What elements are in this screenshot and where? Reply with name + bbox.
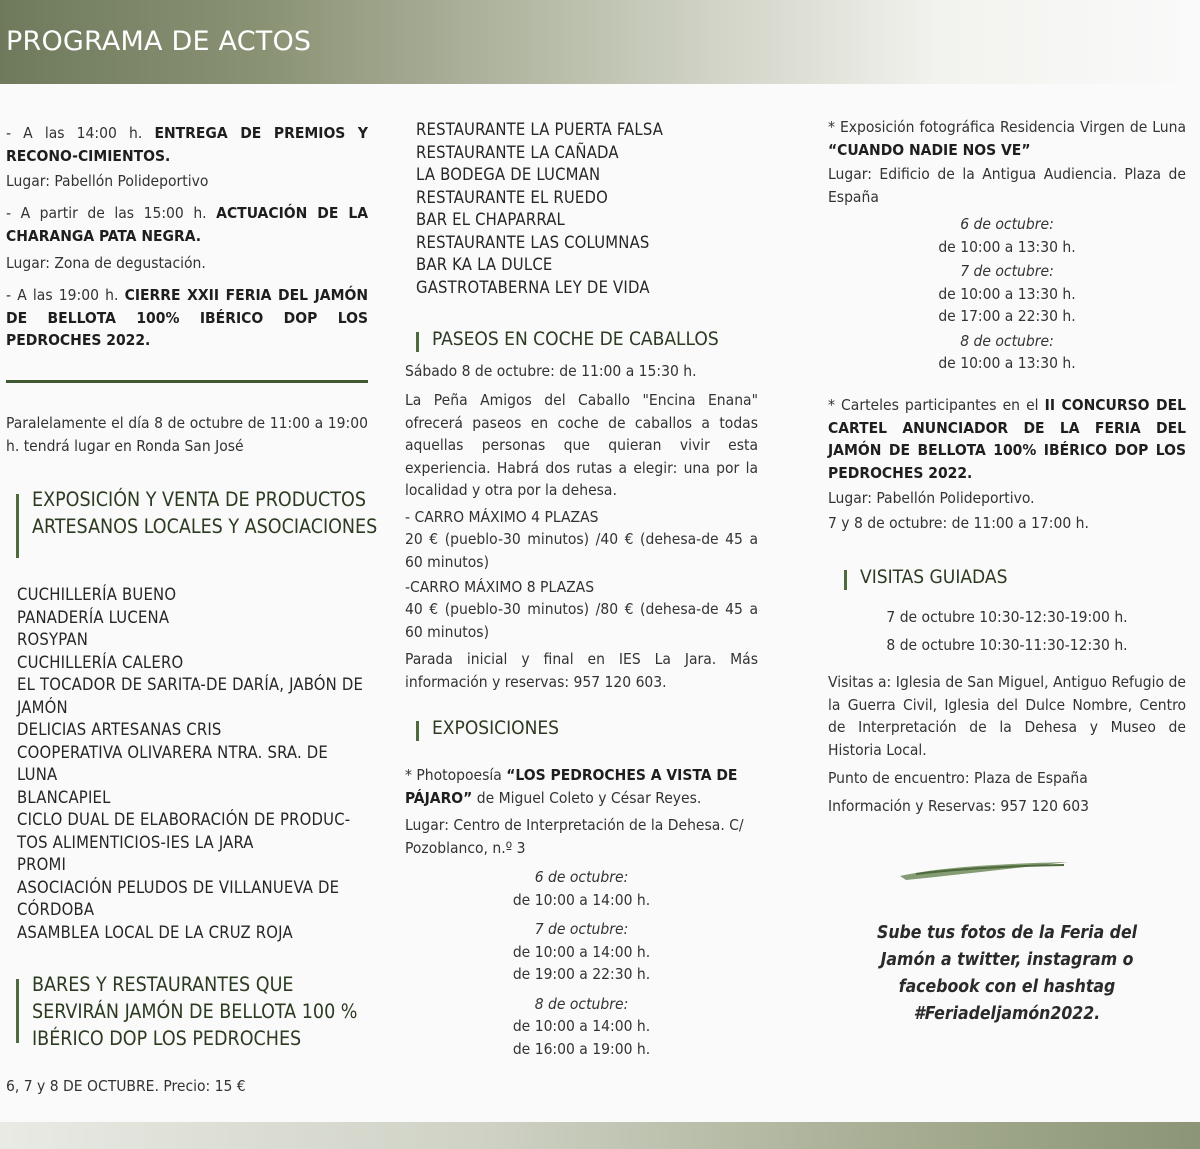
visitas-day8: 8 de octubre 10:30-11:30-12:30 h. xyxy=(886,636,1128,654)
paseos-description: La Peña Amigos del Caballo "Encina Enana" ofrecerá paseos en coche de caballos a todas aquellas personas que quieran vivir esta experiencia. Habrá dos rutas a elegir: una por la localidad y otra por la dehesa. xyxy=(405,391,758,499)
photopoesia xyxy=(405,764,758,809)
event-charanga xyxy=(6,202,368,247)
hours: de 17:00 a 22:30 h. xyxy=(938,307,1076,325)
exposiciones-heading: EXPOSICIONES xyxy=(416,715,772,742)
restaurante-item: RESTAURANTE EL RUEDO xyxy=(416,187,609,207)
carteles xyxy=(828,394,1186,484)
hours: de 10:00 a 14:00 h. xyxy=(512,1017,651,1035)
bares-dates: 6, 7 y 8 DE OCTUBRE. Precio: 15 € xyxy=(6,1077,246,1095)
artesano-item: ASAMBLEA LOCAL DE LA CRUZ ROJA xyxy=(17,922,293,942)
visitas-meeting-point: Punto de encuentro: Plaza de España xyxy=(828,769,1088,787)
artesano-item: CUCHILLERÍA BUENO xyxy=(17,585,177,604)
foto-expo xyxy=(828,116,1186,161)
event-time: - A las 14:00 h. xyxy=(6,124,155,142)
section-divider xyxy=(6,380,368,383)
event-time: - A las 19:00 h. xyxy=(6,286,125,304)
event-title: CIERRE XXII FERIA DEL JAMÓN DE BELLOTA 100% IBÉRICO DOP LOS PEDROCHES 2022. xyxy=(6,286,368,349)
brush-stroke-decoration xyxy=(896,856,1072,884)
date-label: 6 de octubre: xyxy=(534,868,629,886)
visitas-info: Información y Reservas: 957 120 603 xyxy=(828,797,1090,815)
carro4: - CARRO MÁXIMO 4 PLAZAS xyxy=(405,508,599,526)
visitas-description: Visitas a: Iglesia de San Miguel, Antiguo Refugio de la Guerra Civil, Iglesia del Dulce Nombre, Centro de Interpretación de la Dehesa y Museo de Historia Local. xyxy=(828,673,1186,759)
date-label: 7 de octubre: xyxy=(534,920,629,938)
paseos-parada: Parada inicial y final en IES La Jara. Más información y reservas: 957 120 603. xyxy=(405,650,758,691)
artesanos-list xyxy=(17,584,369,944)
event-time: - A partir de las 15:00 h. xyxy=(6,204,217,222)
artesano-item: CUCHILLERÍA CALERO xyxy=(17,652,184,672)
schedule-col3 xyxy=(828,213,1186,375)
date-label: 7 de octubre: xyxy=(960,262,1054,280)
event-title: ENTREGA DE PREMIOS Y RECONO-CIMIENTOS. xyxy=(6,124,369,165)
event-awards xyxy=(6,122,368,167)
bares-heading: BARES Y RESTAURANTES QUE SERVIRÁN JAMÓN DE BELLOTA 100 % IBÉRICO DOP LOS PEDROCHES xyxy=(16,971,384,1052)
artesano-item: ROSYPAN xyxy=(17,630,89,649)
event-place: Lugar: Zona de degustación. xyxy=(6,254,206,272)
carro8: -CARRO MÁXIMO 8 PLAZAS xyxy=(405,578,595,596)
promo-line: Jamón a twitter, instagram o xyxy=(880,950,1134,970)
photopoesia-authors: de Miguel Coleto y César Reyes. xyxy=(472,788,702,807)
carteles-label: * Carteles participantes en el xyxy=(828,396,1045,414)
foto-expo-place: Lugar: Edificio de la Antigua Audiencia. Plaza de España xyxy=(828,165,1186,206)
restaurante-item: RESTAURANTE LA PUERTA FALSA xyxy=(416,120,664,139)
footer-band xyxy=(0,1122,1200,1149)
restaurante-item: RESTAURANTE LAS COLUMNAS xyxy=(416,232,650,252)
hours: de 10:00 a 14:00 h. xyxy=(512,942,651,961)
foto-expo-title: “CUANDO NADIE NOS VE” xyxy=(828,140,1031,159)
paseos-heading: PASEOS EN COCHE DE CABALLOS xyxy=(416,326,772,353)
carro8-price: 40 € (pueblo-30 minutos) /80 € (dehesa-de 45 a 60 minutos) xyxy=(405,600,758,641)
hours: de 10:00 a 13:30 h. xyxy=(938,284,1076,303)
restaurante-item: BAR KA LA DULCE xyxy=(416,255,553,274)
date-label: 8 de octubre: xyxy=(960,331,1054,350)
promo-line: Sube tus fotos de la Feria del xyxy=(876,923,1138,943)
hours: de 19:00 a 22:30 h. xyxy=(512,965,651,983)
restaurante-item: BAR EL CHAPARRAL xyxy=(416,210,566,229)
photopoesia-title: “LOS PEDROCHES A VISTA DE PÁJARO” xyxy=(405,766,738,807)
hours: de 16:00 a 19:00 h. xyxy=(512,1039,651,1058)
hours: de 10:00 a 13:30 h. xyxy=(938,237,1076,256)
photopoesia-label: * Photopoesía xyxy=(405,766,507,784)
photopoesia-place: Lugar: Centro de Interpretación de la Dehesa. C/ Pozoblanco, n.º 3 xyxy=(405,816,744,857)
header-banner xyxy=(0,0,1200,84)
schedule-col2 xyxy=(405,866,758,1060)
visitas-heading: VISITAS GUIADAS xyxy=(844,564,1200,591)
event-closing xyxy=(6,284,368,352)
restaurante-item: GASTROTABERNA LEY DE VIDA xyxy=(416,277,650,297)
hours: de 10:00 a 13:30 h. xyxy=(938,354,1076,372)
artesano-item: BLANCAPIEL xyxy=(17,787,111,807)
event-title: ACTUACIÓN DE LA CHARANGA PATA NEGRA. xyxy=(6,204,368,245)
page-title: PROGRAMA DE ACTOS xyxy=(6,26,312,57)
artesano-item: DELICIAS ARTESANAS CRIS xyxy=(17,720,222,739)
restaurante-item: LA BODEGA DE LUCMAN xyxy=(416,165,601,184)
carro4-price: 20 € (pueblo-30 minutos) /40 € (dehesa-de 45 a 60 minutos) xyxy=(405,530,758,571)
visitas-day7: 7 de octubre 10:30-12:30-19:00 h. xyxy=(886,608,1128,626)
restaurante-item: RESTAURANTE LA CAÑADA xyxy=(416,142,619,162)
parallel-note: Paralelamente el día 8 de octubre de 11:00 a 19:00 h. tendrá lugar en Ronda San José xyxy=(6,414,368,455)
artesano-item: EL TOCADOR DE SARITA-DE DARÍA, JABÓN DE JAMÓN xyxy=(17,675,364,717)
event-place: Lugar: Pabellón Polideportivo xyxy=(6,172,209,190)
artesano-item: ASOCIACIÓN PELUDOS DE VILLANUEVA DE CÓRDOBA xyxy=(17,877,340,919)
promo-line: facebook con el hashtag xyxy=(898,977,1116,997)
artesanos-heading: EXPOSICIÓN Y VENTA DE PRODUCTOS ARTESANOS LOCALES Y ASOCIACIONES xyxy=(16,486,382,540)
date-label: 8 de octubre: xyxy=(534,994,629,1013)
artesano-item: COOPERATIVA OLIVARERA NTRA. SRA. DE LUNA xyxy=(17,742,329,784)
artesano-item: PROMI xyxy=(17,855,67,874)
paseos-date: Sábado 8 de octubre: de 11:00 a 15:30 h. xyxy=(405,362,697,380)
carteles-place: Lugar: Pabellón Polideportivo. xyxy=(828,489,1035,507)
hours: de 10:00 a 14:00 h. xyxy=(512,890,651,909)
social-promo xyxy=(828,920,1186,1028)
artesano-item: PANADERÍA LUCENA xyxy=(17,607,170,627)
date-label: 6 de octubre: xyxy=(960,215,1054,233)
restaurantes-list xyxy=(416,119,756,299)
foto-expo-label: * Exposición fotográfica Residencia Virgen de Luna xyxy=(828,118,1186,136)
carteles-dates: 7 y 8 de octubre: de 11:00 a 17:00 h. xyxy=(828,514,1089,532)
carteles-title: II CONCURSO DEL CARTEL ANUNCIADOR DE LA FERIA DEL JAMÓN DE BELLOTA 100% IBÉRICO DOP LOS PEDROCHES 2022. xyxy=(828,396,1186,482)
promo-hashtag: #Feriadeljamón2022. xyxy=(913,1004,1101,1024)
artesano-item: CICLO DUAL DE ELABORACIÓN DE PRODUC-TOS ALIMENTICIOS-IES LA JARA xyxy=(17,810,351,852)
